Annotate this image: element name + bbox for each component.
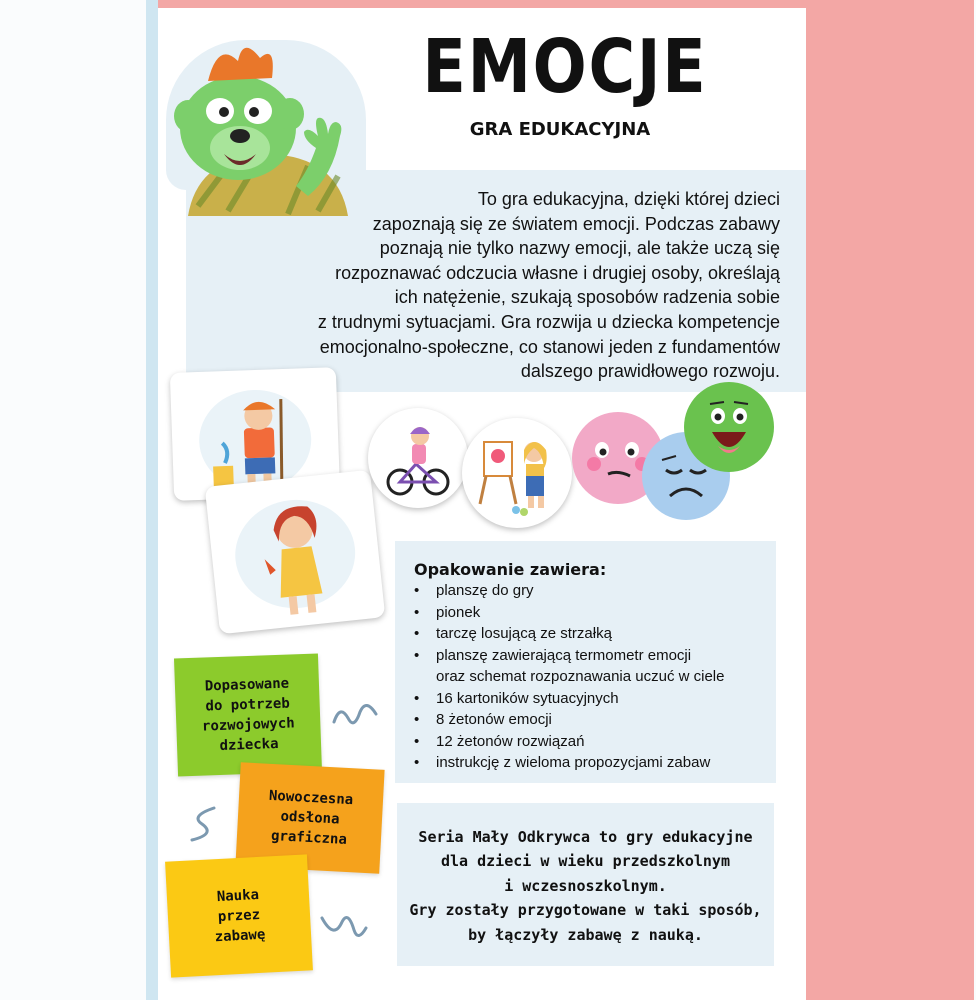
sticky-line: odsłona: [280, 808, 340, 828]
list-item: • pionek: [410, 602, 724, 624]
sticky-line: graficzna: [270, 827, 348, 848]
series-description: [397, 825, 774, 947]
situation-card-crying: [205, 470, 386, 635]
girl-crying-illustration: [205, 470, 386, 635]
sticky-line: rozwojowych: [201, 715, 295, 735]
squiggle-icon: [186, 804, 222, 844]
list-item: • tarczę losującą ze strzałką: [410, 623, 724, 645]
sticky-line: Nauka: [216, 886, 260, 906]
intro-line: ich natężenie, szukają sposobów radzenia sobie: [394, 287, 780, 308]
girl-painting-illustration: [462, 418, 572, 528]
intro-line: zapoznają się ze światem emocji. Podczas zabawy: [372, 213, 780, 234]
list-item: • planszę zawierającą termometr emocji: [410, 645, 724, 667]
sticky-line: zabawę: [214, 926, 266, 946]
series-line: Seria Mały Odkrywca to gry edukacyjne: [418, 828, 753, 846]
list-item: • 8 żetonów emocji: [410, 709, 724, 731]
contents-title: Opakowanie zawiera:: [414, 560, 607, 579]
token-bike: [368, 408, 468, 508]
blue-frame-edge: [146, 0, 158, 1000]
list-item: • planszę do gry: [410, 580, 724, 602]
girl-biking-illustration: [368, 408, 468, 508]
happy-face-icon: [684, 382, 774, 472]
intro-line: dalszego prawidłowego rozwoju.: [520, 361, 780, 382]
sticky-note-learning: [165, 854, 313, 977]
sticky-line: Nowoczesna: [268, 787, 354, 809]
page-title: EMOCJE: [422, 24, 708, 110]
intro-line: To gra edukacyjna, dzięki której dzieci: [477, 189, 780, 209]
intro-line: rozpoznawać odczucia własne i drugiej osoby, określają: [335, 262, 780, 283]
sticky-line: przez: [217, 906, 261, 926]
list-item-continuation: oraz schemat rozpoznawania uczuć w ciele: [436, 668, 725, 685]
sticky-line: do potrzeb: [205, 695, 291, 715]
page-subtitle: GRA EDUKACYJNA: [469, 119, 651, 140]
series-line: i wczesnoszkolnym.: [504, 876, 667, 895]
list-item: • instrukcję z wieloma propozycjami zabaw: [410, 752, 724, 774]
list-item: • 16 kartoników sytuacyjnych: [410, 688, 724, 710]
sticky-note-adapted: [174, 654, 322, 777]
squiggle-icon: [330, 700, 380, 730]
intro-line: poznają nie tylko nazwy emocji, ale także uczą się: [379, 238, 780, 259]
squiggle-icon: [318, 910, 368, 944]
intro-line: emocjonalno-społeczne, co stanowi jeden z fundamentów: [319, 336, 780, 357]
intro-paragraph: [196, 187, 780, 384]
sticky-line: dziecka: [219, 735, 279, 755]
series-line: dla dzieci w wieku przedszkolnym: [441, 852, 730, 871]
intro-line: z trudnymi sytuacjami. Gra rozwija u dziecka kompetencje: [317, 311, 780, 332]
token-painting: [462, 418, 572, 528]
contents-list: [410, 580, 724, 774]
series-line: Gry zostały przygotowane w taki sposób,: [409, 901, 762, 920]
sticky-line: Dopasowane: [204, 675, 290, 695]
list-item: • 12 żetonów rozwiązań: [410, 731, 724, 753]
series-line: by łączyły zabawę z nauką.: [468, 925, 703, 944]
